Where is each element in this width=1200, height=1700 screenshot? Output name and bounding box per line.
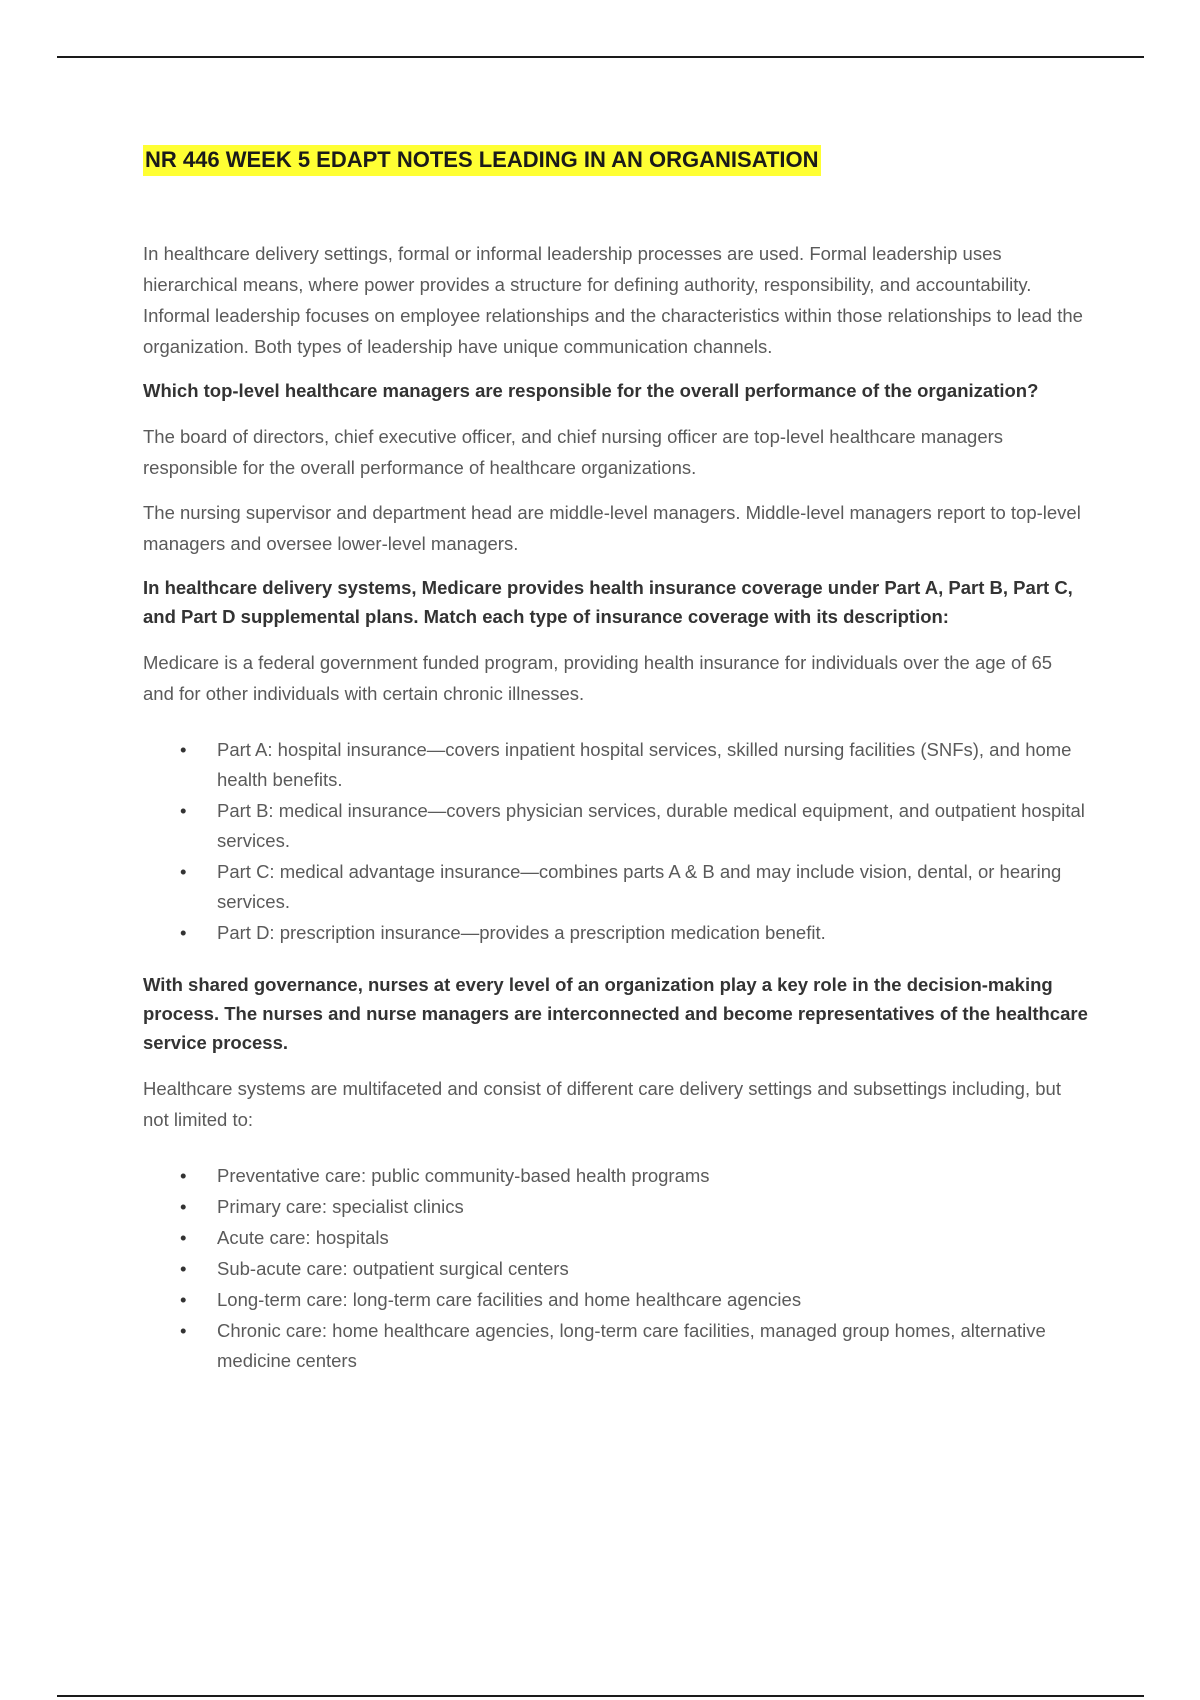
bullet-icon: • bbox=[180, 1196, 187, 1217]
list-item-text: Primary care: specialist clinics bbox=[217, 1196, 464, 1217]
bullet-icon: • bbox=[180, 1320, 187, 1341]
list-item bbox=[143, 1223, 1088, 1253]
care-settings-list bbox=[143, 1161, 1088, 1376]
list-item-text: Sub-acute care: outpatient surgical centers bbox=[217, 1258, 569, 1279]
top-rule bbox=[57, 56, 1144, 58]
answer-middle-level-managers: The nursing supervisor and department head are middle-level managers. Middle-level managers report to top-level managers and oversee lower-level managers. bbox=[143, 502, 1081, 554]
question-medicare-parts: In healthcare delivery systems, Medicare provides health insurance coverage under Part A, Part B, Part C, and Part D supplemental plans. Match each type of insurance coverage with its description: bbox=[143, 577, 1073, 627]
bullet-icon: • bbox=[180, 1165, 187, 1186]
document-body bbox=[143, 145, 1088, 1398]
list-item bbox=[143, 1254, 1088, 1284]
answer-medicare-definition: Medicare is a federal government funded program, providing health insurance for individuals over the age of 65 and for other individuals with certain chronic illnesses. bbox=[143, 652, 1053, 704]
list-item-text: Preventative care: public community-based health programs bbox=[217, 1165, 710, 1186]
list-item-text: Chronic care: home healthcare agencies, long-term care facilities, managed group homes, alternative medicine centers bbox=[217, 1320, 1046, 1371]
answer-care-settings: Healthcare systems are multifaceted and consist of different care delivery settings and subsettings including, but not limited to: bbox=[143, 1078, 1061, 1130]
list-item-text: Part B: medical insurance—covers physician services, durable medical equipment, and outpatient hospital services. bbox=[217, 800, 1085, 851]
list-item bbox=[143, 1316, 1088, 1376]
answer-top-level-managers: The board of directors, chief executive officer, and chief nursing officer are top-level healthcare managers responsible for the overall performance of healthcare organizations. bbox=[143, 426, 1004, 478]
list-item-text: Part D: prescription insurance—provides a prescription medication benefit. bbox=[217, 922, 826, 943]
list-item-text: Part C: medical advantage insurance—combines parts A & B and may include vision, dental, or hearing services. bbox=[217, 861, 1062, 912]
list-item-text: Long-term care: long-term care facilities and home healthcare agencies bbox=[217, 1289, 802, 1310]
bottom-rule bbox=[57, 1695, 1144, 1697]
list-item bbox=[143, 918, 1088, 948]
list-item bbox=[143, 1161, 1088, 1191]
bullet-icon: • bbox=[180, 861, 187, 882]
question-shared-governance: With shared governance, nurses at every level of an organization play a key role in the decision-making process. The nurses and nurse managers are interconnected and become representatives of the healthcare service process. bbox=[143, 974, 1088, 1053]
list-item-text: Acute care: hospitals bbox=[217, 1227, 389, 1248]
document-title: NR 446 WEEK 5 EDAPT NOTES LEADING IN AN ORGANISATION bbox=[143, 145, 821, 176]
list-item bbox=[143, 857, 1088, 917]
bullet-icon: • bbox=[180, 1258, 187, 1279]
bullet-icon: • bbox=[180, 922, 187, 943]
question-top-level-managers: Which top-level healthcare managers are responsible for the overall performance of the organization? bbox=[143, 380, 1039, 401]
bullet-icon: • bbox=[180, 1289, 187, 1310]
list-item bbox=[143, 1285, 1088, 1315]
list-item bbox=[143, 1192, 1088, 1222]
list-item-text: Part A: hospital insurance—covers inpatient hospital services, skilled nursing facilities (SNFs), and home health benefits. bbox=[217, 739, 1072, 790]
list-item bbox=[143, 735, 1088, 795]
intro-paragraph: In healthcare delivery settings, formal or informal leadership processes are used. Formal leadership uses hierarchical means, where power provides a structure for defining authority, responsibility, and accountability. Informal leadership focuses on employee relationships and the characteristics within those relationships to lead the organization. Both types of leadership have unique communication channels. bbox=[143, 243, 1083, 357]
bullet-icon: • bbox=[180, 1227, 187, 1248]
bullet-icon: • bbox=[180, 800, 187, 821]
list-item bbox=[143, 796, 1088, 856]
bullet-icon: • bbox=[180, 739, 187, 760]
medicare-parts-list bbox=[143, 735, 1088, 948]
